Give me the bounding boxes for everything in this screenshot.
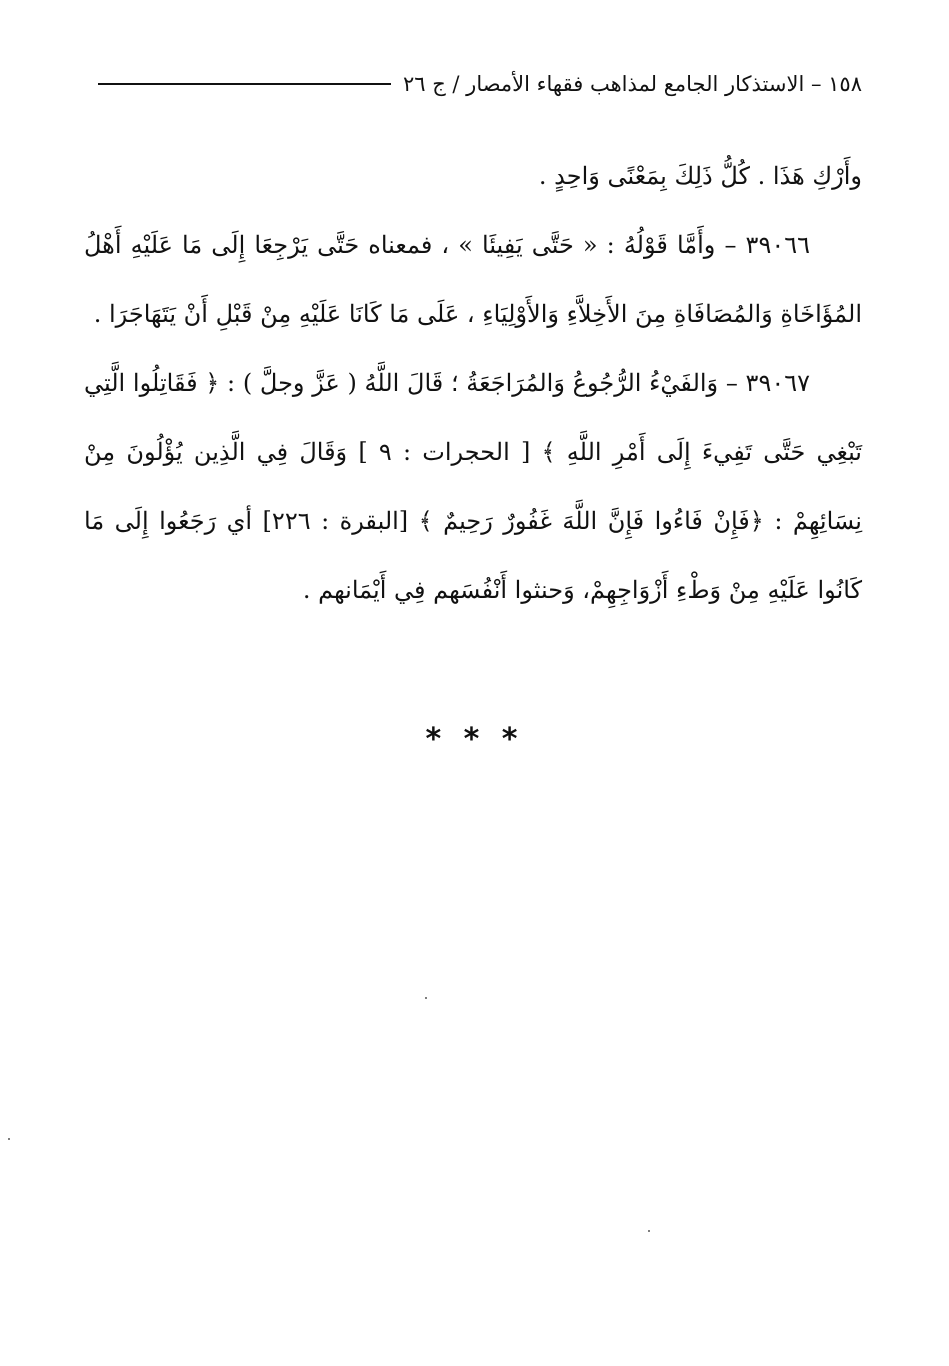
section-separator: * * * (425, 722, 524, 757)
scan-speck (8, 1138, 10, 1140)
header-rule (98, 83, 391, 85)
running-head: ١٥٨ – الاستذكار الجامع لمذاهب فقهاء الأمصار / ج ٢٦ (402, 72, 862, 96)
paragraph-39067: ٣٩٠٦٧ – وَالفَيْءُ الرُّجُوعُ وَالمُرَاجَعَةُ ؛ قَالَ اللَّهُ ( عَزَّ وجلَّ ) : ﴿ فَقَاتِلُوا الَّتِي تَبْغِي حَتَّى تَفِيءَ إِلَى أَمْرِ اللَّهِ ﴾ [ الحجرات : ٩ ] وَقَالَ فِي الَّذِين يُؤْلُونَ مِنْ نِسَائِهِمْ : ﴿فَإِنْ فَاءُوا فَإِنَّ اللَّهَ غَفُورٌ رَحِيمٌ ﴾ [البقرة : ٢٢٦] أي رَجَعُوا إِلَى مَا كَانُوا عَلَيْهِ مِنْ وَطْءِ أَزْوَاجِهِمْ، وَحنثوا أَنْفُسَهم فِي أَيْمَانهم . (84, 369, 862, 604)
scan-speck (425, 997, 427, 999)
paragraph-continuation: وأَرْكِ هَذَا . كُلُّ ذَلِكَ بِمَعْنًى وَاحِدٍ . (538, 162, 862, 190)
scan-speck (648, 1230, 650, 1232)
page-body (84, 142, 862, 625)
paragraph-39066: ٣٩٠٦٦ – وأَمَّا قَوْلُهُ : « حَتَّى يَفِيئَا » ، فمعناه حَتَّى يَرْجِعَا إِلَى مَا عَلَيْهِ أَهْلُ المُؤَاخَاةِ وَالمُصَافَاةِ مِنَ الأَخِلاَّءِ وَالأَوْلِيَاءِ ، عَلَى مَا كَانَا عَلَيْهِ مِنْ قَبْلِ أَنْ يَتَهَاجَرَا . (84, 231, 862, 328)
page-header (98, 64, 862, 104)
